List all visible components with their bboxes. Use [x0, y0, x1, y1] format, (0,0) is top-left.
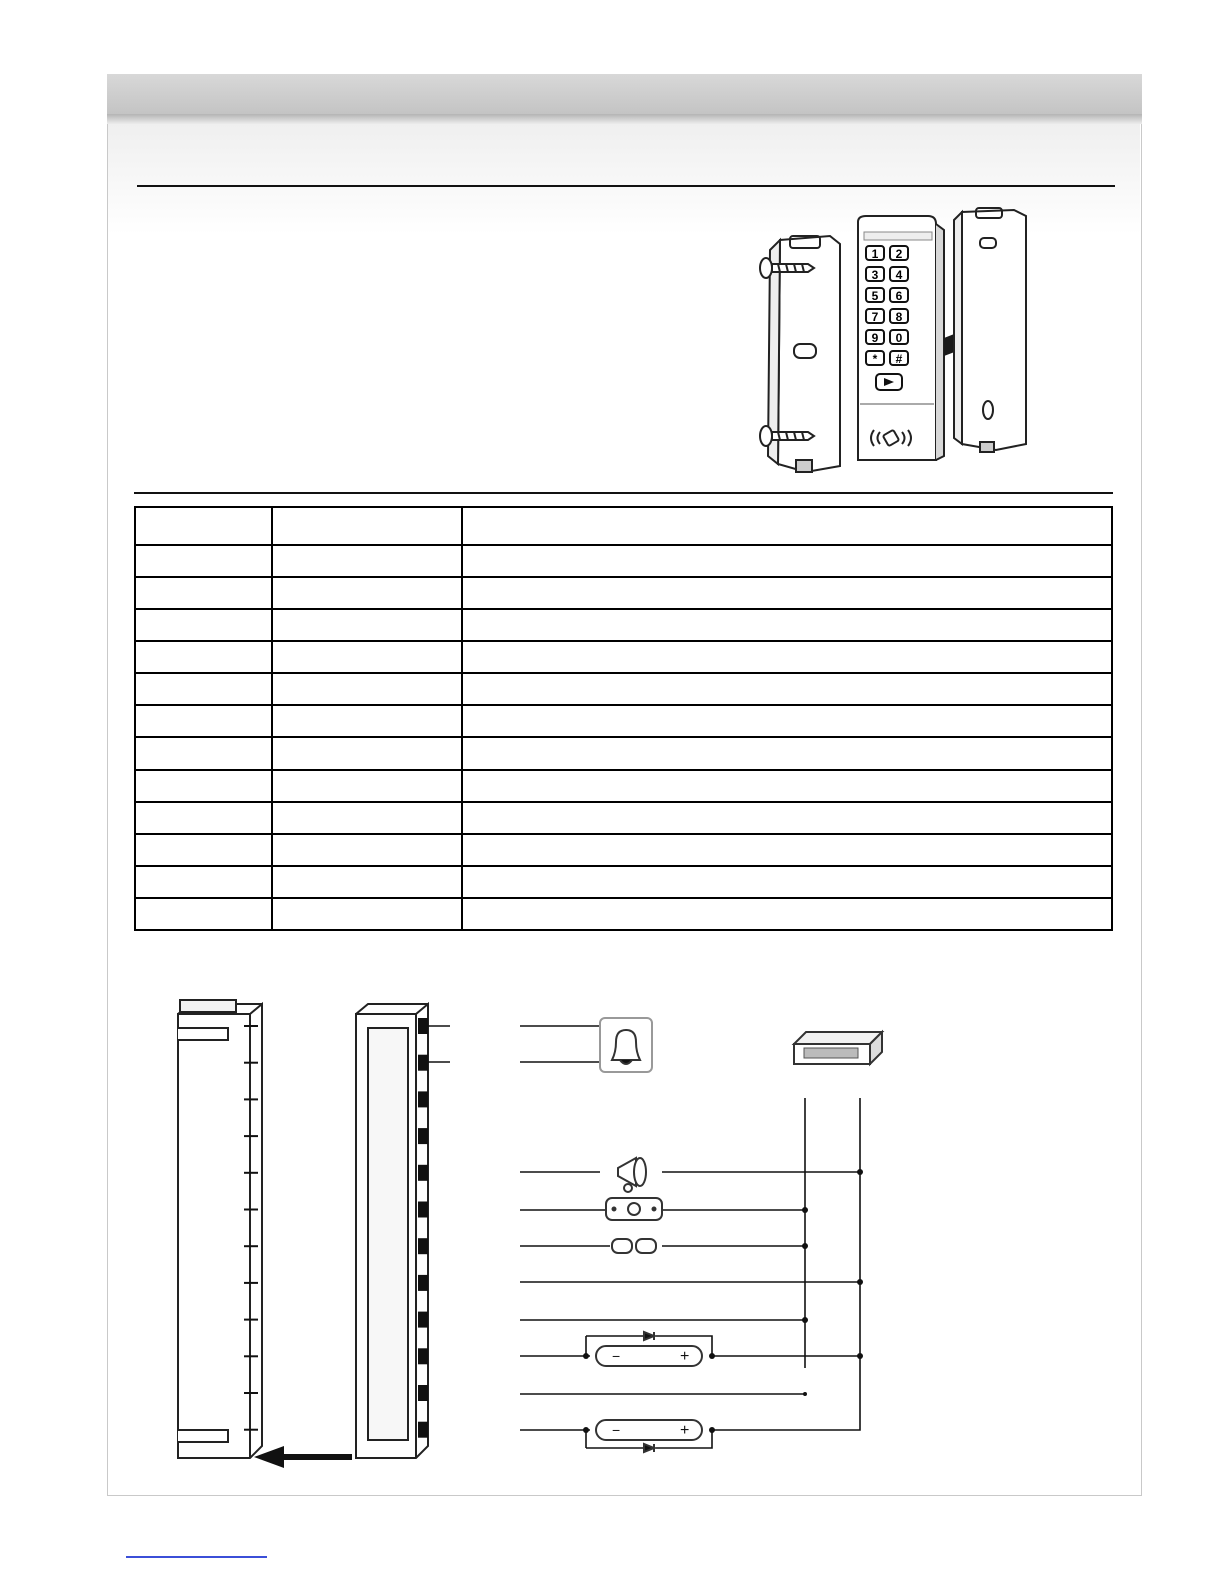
table-cell: [462, 834, 1112, 866]
key-label: 3: [871, 268, 879, 282]
section-rule-middle: [134, 492, 1113, 494]
door-contact-icon: [612, 1239, 656, 1253]
wiring-table: [134, 506, 1113, 931]
table-cell: [272, 802, 462, 834]
table-cell: [135, 802, 272, 834]
table-cell: [135, 673, 272, 705]
header-shadow: [107, 114, 1142, 124]
table-header-cell: [272, 507, 462, 545]
table-row: [135, 673, 1112, 705]
terminal-screw: [418, 1128, 428, 1144]
table-cell: [462, 609, 1112, 641]
table-cell: [272, 834, 462, 866]
key-label: 2: [895, 247, 903, 261]
header-bar: [107, 74, 1142, 114]
key-label: 4: [895, 268, 903, 282]
table-cell: [135, 577, 272, 609]
installation-illustration: [748, 198, 1042, 482]
table-cell: [135, 641, 272, 673]
key-label: 6: [895, 289, 903, 303]
table-cell: [462, 673, 1112, 705]
terminal-screw: [418, 1385, 428, 1401]
lock-plus-label: +: [680, 1348, 690, 1365]
table-row: [135, 802, 1112, 834]
table-row: [135, 545, 1112, 577]
lock-icon: [596, 1332, 702, 1366]
table-cell: [272, 641, 462, 673]
table-cell: [462, 802, 1112, 834]
table-cell: [462, 866, 1112, 898]
lock-plus-label: +: [680, 1422, 690, 1439]
table-cell: [272, 898, 462, 930]
terminal-screw: [418, 1018, 428, 1034]
table-row: [135, 866, 1112, 898]
table-cell: [462, 545, 1112, 577]
back-plate-right: [954, 208, 1026, 452]
connector-block-left: [178, 1000, 262, 1458]
table-cell: [462, 577, 1112, 609]
lock-minus-label: −: [612, 1348, 621, 1364]
table-cell: [272, 705, 462, 737]
key-label: 5: [871, 289, 879, 303]
table-row: [135, 705, 1112, 737]
bell-icon: [600, 1018, 652, 1072]
table-cell: [135, 834, 272, 866]
table-cell: [272, 866, 462, 898]
table-row: [135, 641, 1112, 673]
key-label: 1: [871, 247, 879, 261]
power-supply-icon: [794, 1032, 882, 1064]
table-row: [135, 737, 1112, 769]
connector-block-right: [356, 1004, 428, 1458]
table-cell: [272, 737, 462, 769]
exit-button-icon: [606, 1198, 662, 1220]
terminal-screw: [418, 1312, 428, 1328]
wires: [428, 1026, 860, 1448]
keypad-unit: [858, 216, 944, 460]
table-cell: [462, 641, 1112, 673]
footer-link[interactable]: [126, 1556, 267, 1558]
key-label: *: [872, 352, 878, 366]
terminal-screw: [418, 1202, 428, 1218]
key-label: 8: [895, 310, 903, 324]
table-cell: [272, 609, 462, 641]
alarm-siren-icon: [618, 1158, 646, 1192]
table-row: [135, 609, 1112, 641]
table-row: [135, 834, 1112, 866]
table-cell: [135, 545, 272, 577]
lock-minus-label: −: [612, 1422, 621, 1438]
wiring-diagram: [150, 990, 900, 1470]
arrow-icon: [254, 1446, 352, 1468]
terminal-screw: [418, 1091, 428, 1107]
table-cell: [135, 705, 272, 737]
key-label: 9: [871, 331, 879, 345]
table-cell: [272, 577, 462, 609]
terminal-screw: [418, 1238, 428, 1254]
lock-icon: [596, 1420, 702, 1452]
table-cell: [135, 609, 272, 641]
table-cell: [462, 705, 1112, 737]
table-header-cell: [135, 507, 272, 545]
terminal-screw: [418, 1348, 428, 1364]
terminal-screw: [418, 1422, 428, 1438]
table-cell: [272, 673, 462, 705]
key-label: 0: [895, 331, 903, 345]
table-cell: [272, 770, 462, 802]
table-header-cell: [462, 507, 1112, 545]
table-cell: [135, 737, 272, 769]
table-cell: [135, 770, 272, 802]
table-cell: [135, 866, 272, 898]
table-cell: [462, 770, 1112, 802]
table-cell: [462, 898, 1112, 930]
table-row: [135, 898, 1112, 930]
table-header-row: [135, 507, 1112, 545]
key-label: 7: [871, 310, 879, 324]
terminal-screw: [418, 1165, 428, 1181]
terminal-screw: [418, 1275, 428, 1291]
key-label: #: [895, 352, 903, 366]
table-row: [135, 577, 1112, 609]
table-cell: [135, 898, 272, 930]
table-row: [135, 770, 1112, 802]
table-cell: [462, 737, 1112, 769]
table-cell: [272, 545, 462, 577]
terminal-screw: [418, 1055, 428, 1071]
section-rule-top: [137, 185, 1115, 187]
